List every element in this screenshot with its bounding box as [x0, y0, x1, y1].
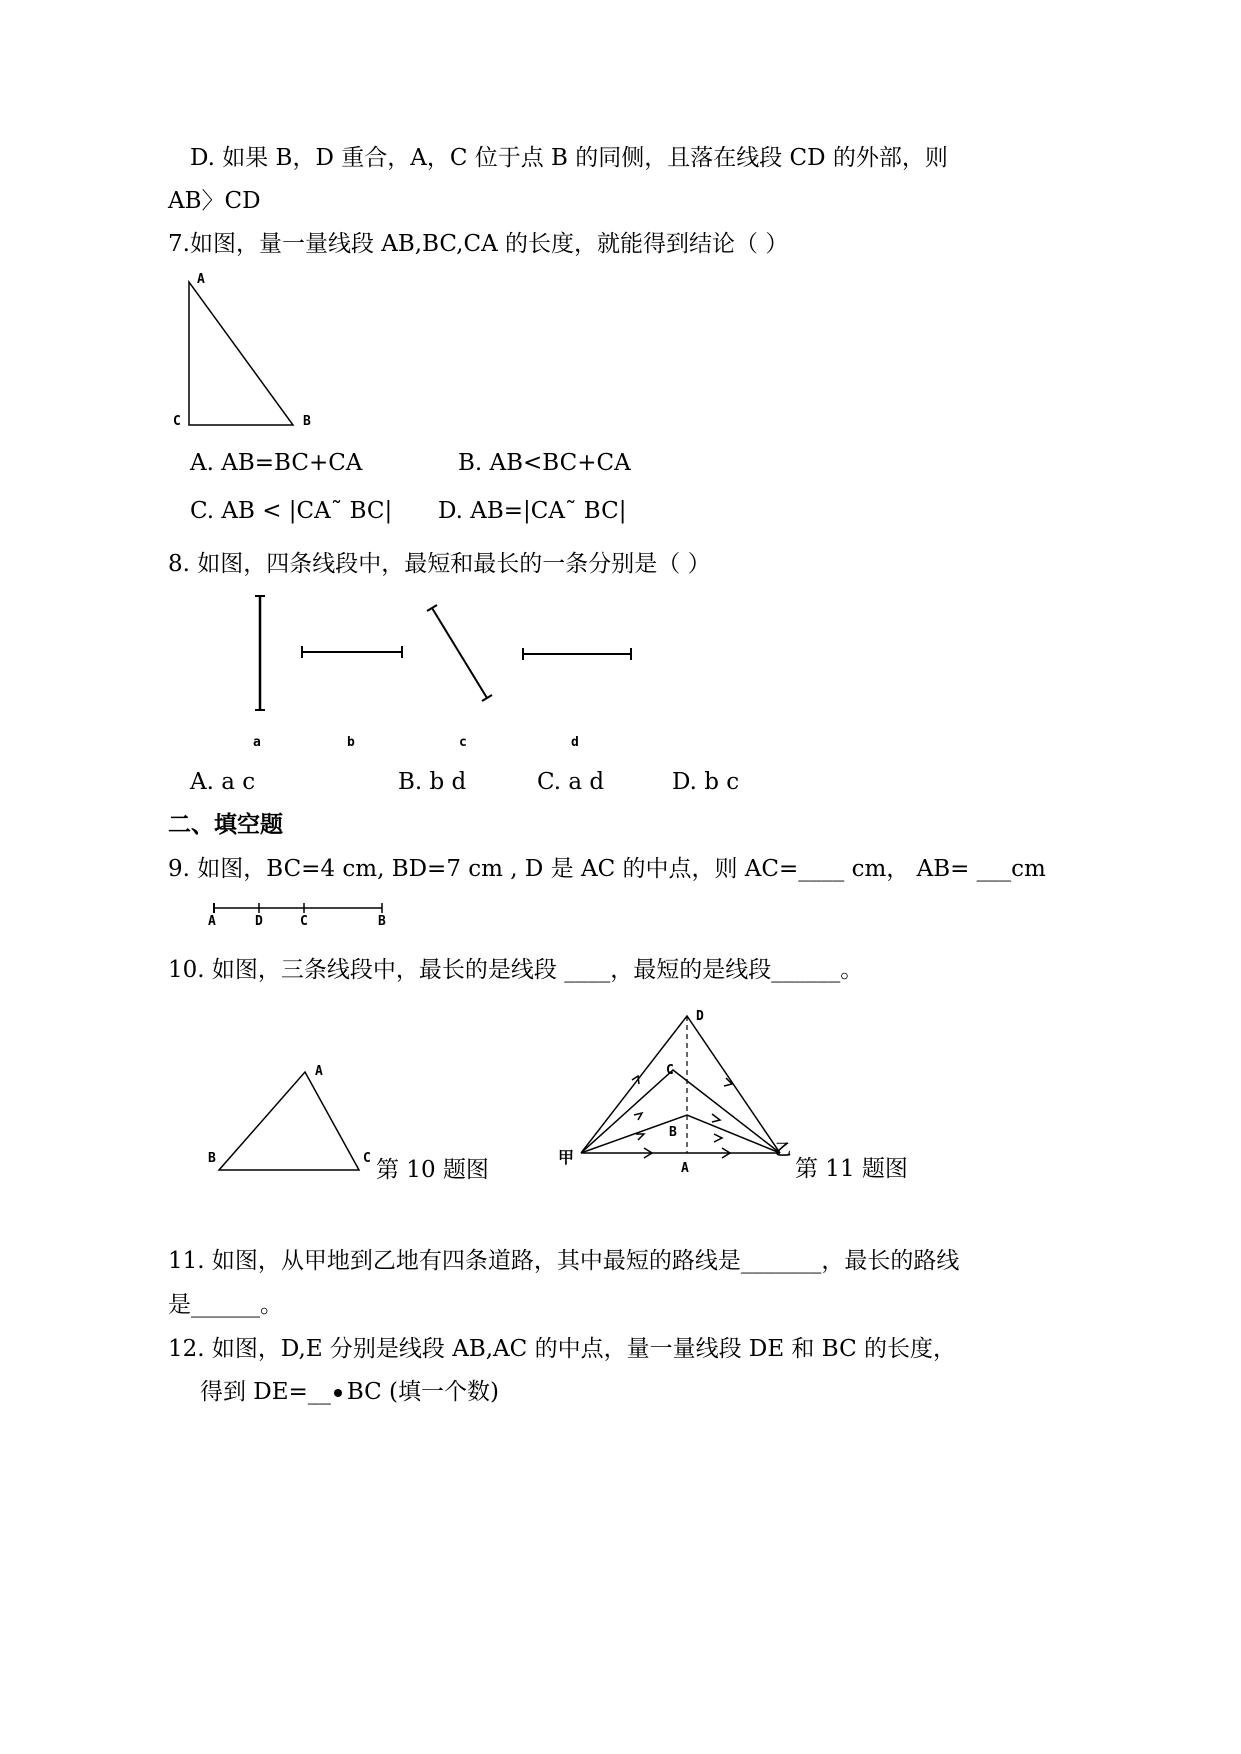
q8-option-a: A. a c: [190, 769, 256, 795]
label-d: d: [571, 735, 579, 750]
route-via-d: [581, 1016, 780, 1153]
q7-stem: 7.如图，量一量线段 AB,BC,CA 的长度，就能得到结论（ ）: [168, 231, 789, 257]
route-via-b: [581, 1115, 780, 1153]
q11-line1: 11. 如图，从甲地到乙地有四条道路，其中最短的路线是_______，最长的路线: [168, 1248, 960, 1274]
q8-option-d: D. b c: [672, 769, 740, 795]
label-b: B: [378, 914, 386, 929]
section-title: 二、填空题: [168, 812, 283, 838]
q8-option-b: B. b d: [398, 769, 467, 795]
label-b: B: [303, 414, 311, 429]
q7-option-d: D. AB=|CA˜ BC|: [438, 498, 627, 524]
q9-number-line-figure: [200, 896, 400, 931]
q8-option-c: C. a d: [537, 769, 605, 795]
label-b: b: [347, 735, 355, 750]
label-a: A: [197, 272, 205, 287]
label-d: D: [255, 914, 263, 929]
triangle-abc: [219, 1072, 359, 1170]
label-b: B: [208, 1151, 216, 1166]
label-a: a: [253, 735, 261, 750]
label-a: A: [315, 1064, 323, 1079]
arrow-icon: [636, 1134, 644, 1140]
label-a: A: [681, 1161, 689, 1176]
triangle-abc: [189, 282, 293, 425]
label-c: C: [300, 914, 308, 929]
q7-option-b: B. AB<BC+CA: [458, 450, 631, 476]
segment-c: [427, 605, 492, 701]
label-start: 甲: [558, 1148, 575, 1167]
q11-line2: 是______。: [168, 1292, 283, 1318]
q10-stem: 10. 如图，三条线段中，最长的是线段 ____，最短的是线段______。: [168, 957, 864, 983]
q9-stem: 9. 如图，BC=4 cm, BD=7 cm , D 是 AC 的中点，则 AC=____ cm， AB= ___cm: [168, 856, 1046, 882]
segment-b: [302, 646, 402, 658]
q12-line2-prefix: 得到 DE=__: [200, 1379, 331, 1405]
segment-a: [255, 596, 265, 710]
label-c: C: [666, 1063, 674, 1078]
arrow-icon: [712, 1114, 720, 1122]
q12-line1: 12. 如图，D,E 分别是线段 AB,AC 的中点，量一量线段 DE 和 BC 的长度，: [168, 1336, 956, 1362]
segment-d: [523, 648, 631, 660]
q11-caption: 第 11 题图: [795, 1156, 908, 1182]
label-b: B: [669, 1125, 677, 1140]
q6-option-d-line2: AB〉CD: [168, 188, 261, 214]
q12-line2-suffix: BC (填一个数): [346, 1379, 499, 1405]
arrow-icon: [634, 1113, 642, 1120]
q7-option-a: A. AB=BC+CA: [190, 450, 363, 476]
label-a: A: [208, 914, 216, 929]
q12-line2: [200, 1381, 499, 1404]
q10-triangle-figure: [200, 1055, 490, 1185]
label-c: C: [363, 1151, 371, 1166]
q10-caption: 第 10 题图: [376, 1157, 489, 1183]
label-c: c: [459, 735, 467, 750]
arrow-icon: [714, 1134, 722, 1142]
q7-right-triangle-figure: [165, 265, 325, 435]
label-d: D: [696, 1009, 704, 1024]
q6-option-d-line1: D. 如果 B，D 重合，A，C 位于点 B 的同侧，且落在线段 CD 的外部，则: [190, 145, 948, 171]
q11-routes-figure: [550, 1000, 910, 1185]
q7-option-c: C. AB < |CA˜ BC|: [190, 498, 393, 524]
q8-four-segments-figure: [240, 590, 650, 755]
q8-stem: 8. 如图，四条线段中，最短和最长的一条分别是（ ）: [168, 551, 711, 577]
label-end: 乙: [775, 1140, 792, 1159]
label-c: C: [173, 414, 181, 429]
multiply-dot-icon: [334, 1389, 342, 1397]
